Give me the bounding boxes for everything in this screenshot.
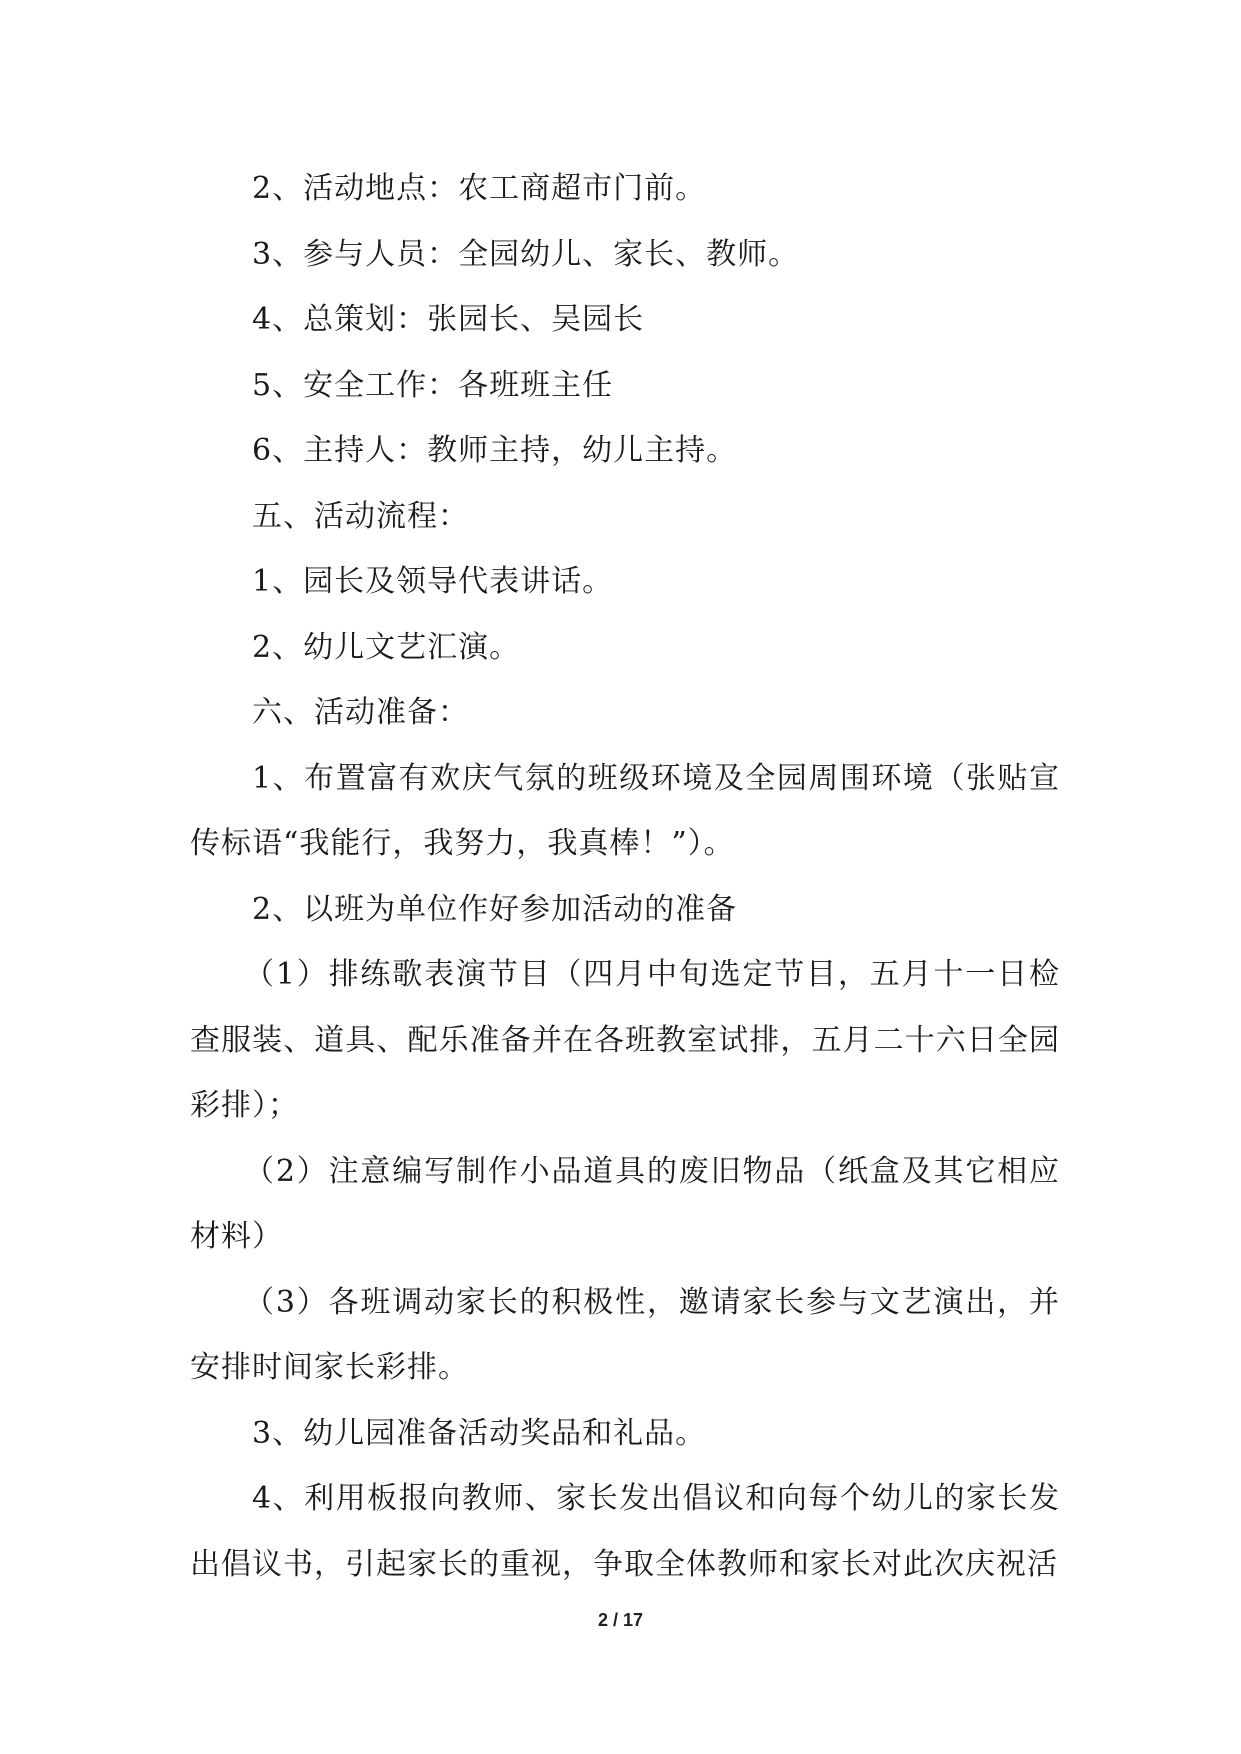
- paragraph-parents: （3）各班调动家长的积极性，邀请家长参与文艺演出，并安排时间家长彩排。: [190, 1284, 1060, 1385]
- paragraph-planner: 4、总策划：张园长、吴园长: [252, 302, 645, 337]
- paragraph-location: 2、活动地点：农工商超市门前。: [252, 171, 707, 206]
- paragraph-decoration: 1、布置富有欢庆气氛的班级环境及全园周围环境（张贴宣传标语“我能行，我努力，我真棒！”）。: [190, 760, 1060, 861]
- paragraph-host: 6、主持人：教师主持，幼儿主持。: [252, 433, 738, 468]
- paragraph-props: （2）注意编写制作小品道具的废旧物品（纸盒及其它相应材料）: [190, 1153, 1060, 1254]
- paragraph-rehearsal: （1）排练歌表演节目（四月中旬选定节目，五月十一日检查服装、道具、配乐准备并在各班教室试排，五月二十六日全园彩排）；: [190, 957, 1060, 1123]
- section-heading-process: 五、活动流程：: [252, 498, 469, 534]
- section-heading-preparation: 六、活动准备：: [252, 695, 469, 730]
- paragraph-bulletin: 4、利用板报向教师、家长发出倡议和向每个幼儿的家长发出倡议书，引起家长的重视，争取全体教师和家长对此次庆祝活: [190, 1481, 1060, 1582]
- paragraph-prizes: 3、幼儿园准备活动奖品和礼品。: [252, 1415, 707, 1451]
- paragraph-participants: 3、参与人员：全园幼儿、家长、教师。: [252, 236, 800, 272]
- paragraph-class-preparation: 2、以班为单位作好参加活动的准备: [252, 891, 738, 927]
- paragraph-speech: 1、园长及领导代表讲话。: [252, 564, 614, 599]
- document-body: [190, 156, 1060, 1597]
- paragraph-safety: 5、安全工作：各班班主任: [252, 367, 614, 403]
- paragraph-performance: 2、幼儿文艺汇演。: [252, 629, 521, 665]
- page-number: 2 / 17: [597, 1610, 644, 1630]
